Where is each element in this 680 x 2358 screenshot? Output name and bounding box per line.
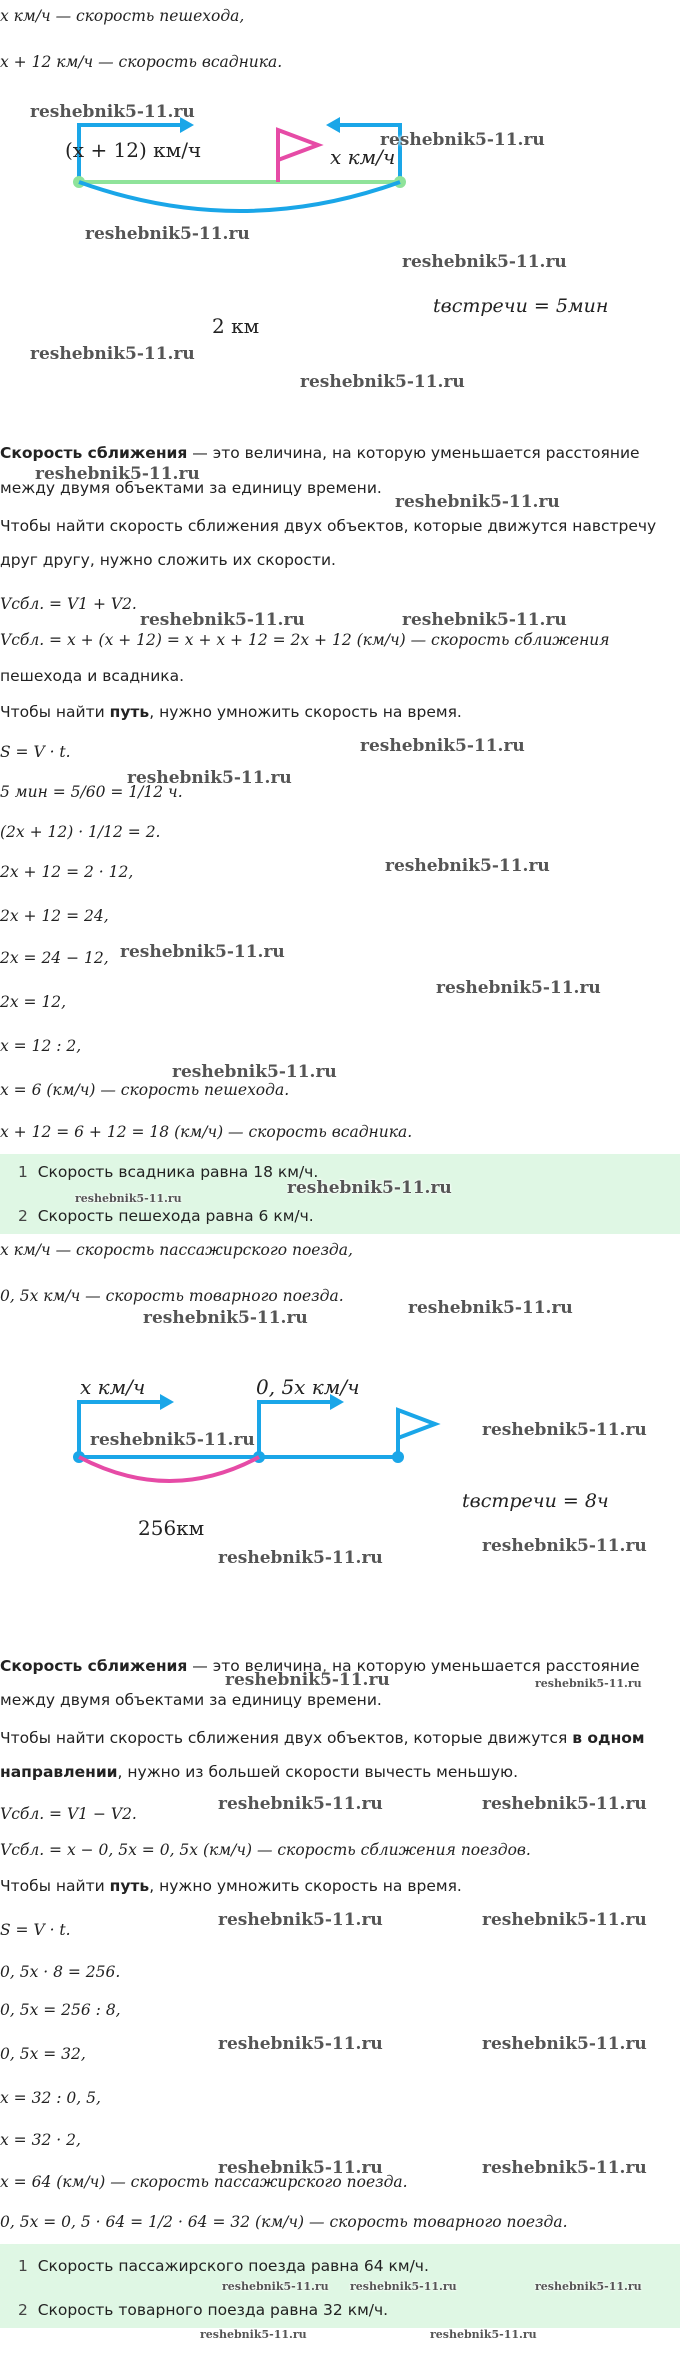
- s2-def-line2: между двумя объектами за единицу времени.: [0, 1691, 382, 1709]
- s2-step-0: S = V · t.: [0, 1921, 71, 1939]
- watermark: reshebnik5-11.ru: [143, 1308, 308, 1328]
- watermark: reshebnik5-11.ru: [395, 492, 560, 512]
- s1-step-5: 2x = 24 − 12,: [0, 949, 109, 967]
- watermark: reshebnik5-11.ru: [482, 1420, 647, 1440]
- s1-definition: [0, 443, 640, 463]
- s2-distance: 256км: [138, 1516, 205, 1540]
- s1-step-9: x + 12 = 6 + 12 = 18 (км/ч) — скорость всадника.: [0, 1123, 413, 1141]
- s1-def-line2: между двумя объектами за единицу времени.: [0, 479, 382, 497]
- watermark: reshebnik5-11.ru: [350, 2280, 457, 2293]
- s2-step-1: 0, 5x · 8 = 256.: [0, 1963, 121, 1981]
- watermark: reshebnik5-11.ru: [430, 2328, 537, 2341]
- watermark: reshebnik5-11.ru: [218, 2158, 383, 2178]
- s1-formula2b: пешехода и всадника.: [0, 667, 185, 685]
- s1-def-rest: — это величина, на которую уменьшается расстояние: [187, 444, 640, 462]
- s1-distance: 2 км: [212, 314, 260, 338]
- s2-step-4: x = 32 : 0, 5,: [0, 2089, 101, 2107]
- watermark: reshebnik5-11.ru: [218, 1548, 383, 1568]
- watermark: reshebnik5-11.ru: [287, 1178, 452, 1198]
- s2-answer-2: 2 Скорость товарного поезда равна 32 км/ч.: [18, 2301, 389, 2319]
- watermark: reshebnik5-11.ru: [85, 224, 250, 244]
- s1-left-speed: (x + 12) км/ч: [65, 138, 202, 162]
- watermark: reshebnik5-11.ru: [120, 942, 285, 962]
- s2-step-3: 0, 5x = 32,: [0, 2045, 86, 2063]
- watermark: reshebnik5-11.ru: [225, 1670, 390, 1690]
- watermark: reshebnik5-11.ru: [408, 1298, 573, 1318]
- s1-step-8: x = 6 (км/ч) — скорость пешехода.: [0, 1081, 290, 1099]
- s1-path-rule: Чтобы найти путь, нужно умножить скорость на время.: [0, 703, 462, 721]
- watermark: reshebnik5-11.ru: [482, 1536, 647, 1556]
- watermark: reshebnik5-11.ru: [140, 610, 305, 630]
- s2-distance-arc: [79, 1457, 259, 1481]
- s2-line1: x км/ч — скорость пассажирского поезда,: [0, 1241, 353, 1259]
- watermark: reshebnik5-11.ru: [482, 1910, 647, 1930]
- s2-formula2: Vсбл. = x − 0, 5x = 0, 5x (км/ч) — скорость сближения поездов.: [0, 1841, 531, 1859]
- watermark: reshebnik5-11.ru: [222, 2280, 329, 2293]
- watermark: reshebnik5-11.ru: [127, 768, 292, 788]
- s1-distance-arc: [79, 182, 400, 211]
- watermark: reshebnik5-11.ru: [482, 2158, 647, 2178]
- watermark: reshebnik5-11.ru: [300, 372, 465, 392]
- watermark: reshebnik5-11.ru: [482, 2034, 647, 2054]
- s1-line2: x + 12 км/ч — скорость всадника.: [0, 53, 283, 71]
- s2-definition: Скорость сближения — это величина, на которую уменьшается расстояние: [0, 1657, 640, 1675]
- s2-answer-1: 1 Скорость пассажирского поезда равна 64 км/ч.: [18, 2257, 429, 2275]
- s1-step-3: 2x + 12 = 2 · 12,: [0, 863, 134, 881]
- watermark: reshebnik5-11.ru: [30, 344, 195, 364]
- watermark: reshebnik5-11.ru: [360, 736, 525, 756]
- s1-step-4: 2x + 12 = 24,: [0, 907, 109, 925]
- watermark: reshebnik5-11.ru: [535, 1677, 642, 1690]
- s1-formula2: Vсбл. = x + (x + 12) = x + x + 12 = 2x + 12 (км/ч) — скорость сближения: [0, 631, 610, 649]
- watermark: reshebnik5-11.ru: [535, 2280, 642, 2293]
- s1-rule-line2: друг другу, нужно сложить их скорости.: [0, 551, 336, 569]
- s2-def-bold: Скорость сближения: [0, 1657, 188, 1675]
- s1-time: tвстречи = 5мин: [433, 295, 609, 317]
- s2-step-6: x = 64 (км/ч) — скорость пассажирского поезда.: [0, 2173, 408, 2191]
- s2-rule-line1: Чтобы найти скорость сближения двух объектов, которые движутся в одном: [0, 1729, 645, 1747]
- watermark: reshebnik5-11.ru: [385, 856, 550, 876]
- watermark: reshebnik5-11.ru: [200, 2328, 307, 2341]
- s2-rule-line2: направлении, нужно из большей скорости вычесть меньшую.: [0, 1763, 519, 1781]
- s1-line1: x км/ч — скорость пешехода,: [0, 7, 245, 25]
- s1-answer-1: 1 Скорость всадника равна 18 км/ч.: [18, 1163, 319, 1181]
- s1-formula1: Vсбл. = V1 + V2.: [0, 595, 137, 613]
- s2-step-5: x = 32 · 2,: [0, 2131, 81, 2149]
- s2-line2: 0, 5x км/ч — скорость товарного поезда.: [0, 1287, 344, 1305]
- watermark: reshebnik5-11.ru: [218, 1910, 383, 1930]
- s1-step-6: 2x = 12,: [0, 993, 67, 1011]
- s1-right-speed: x км/ч: [330, 145, 396, 169]
- s2-left-speed: x км/ч: [80, 1375, 146, 1399]
- s1-step-1: 5 мин = 5/60 = 1/12 ч.: [0, 783, 183, 801]
- s2-right-speed: 0, 5x км/ч: [256, 1375, 360, 1399]
- s2-formula1: Vсбл. = V1 − V2.: [0, 1805, 137, 1823]
- s2-step-2: 0, 5x = 256 : 8,: [0, 2001, 121, 2019]
- s2-right-arrow: [259, 1402, 330, 1457]
- watermark: reshebnik5-11.ru: [30, 102, 195, 122]
- s2-step-7: 0, 5x = 0, 5 · 64 = 1/2 · 64 = 32 (км/ч) — скорость товарного поезда.: [0, 2213, 568, 2231]
- watermark: reshebnik5-11.ru: [402, 252, 567, 272]
- s1-answer-2: 2 Скорость пешехода равна 6 км/ч.: [18, 1207, 314, 1225]
- s1-step-0: S = V · t.: [0, 743, 71, 761]
- watermark: reshebnik5-11.ru: [482, 1794, 647, 1814]
- s2-path-bold: путь: [109, 1877, 150, 1895]
- watermark: reshebnik5-11.ru: [75, 1192, 182, 1205]
- s1-def-bold: Скорость сближения: [0, 444, 188, 462]
- watermark: reshebnik5-11.ru: [402, 610, 567, 630]
- watermark: reshebnik5-11.ru: [380, 130, 545, 150]
- s1-step-2: (2x + 12) · 1/12 = 2.: [0, 823, 161, 841]
- s1-rule-line1: Чтобы найти скорость сближения двух объектов, которые движутся навстречу: [0, 517, 657, 535]
- watermark: reshebnik5-11.ru: [172, 1062, 337, 1082]
- s2-path-rule: Чтобы найти путь, нужно умножить скорость на время.: [0, 1877, 462, 1895]
- watermark: reshebnik5-11.ru: [436, 978, 601, 998]
- s1-step-7: x = 12 : 2,: [0, 1037, 82, 1055]
- watermark: reshebnik5-11.ru: [218, 1794, 383, 1814]
- s2-time: tвстречи = 8ч: [462, 1490, 609, 1512]
- s1-path-bold: путь: [109, 703, 150, 721]
- watermark: reshebnik5-11.ru: [90, 1430, 255, 1450]
- watermark: reshebnik5-11.ru: [35, 464, 200, 484]
- watermark: reshebnik5-11.ru: [218, 2034, 383, 2054]
